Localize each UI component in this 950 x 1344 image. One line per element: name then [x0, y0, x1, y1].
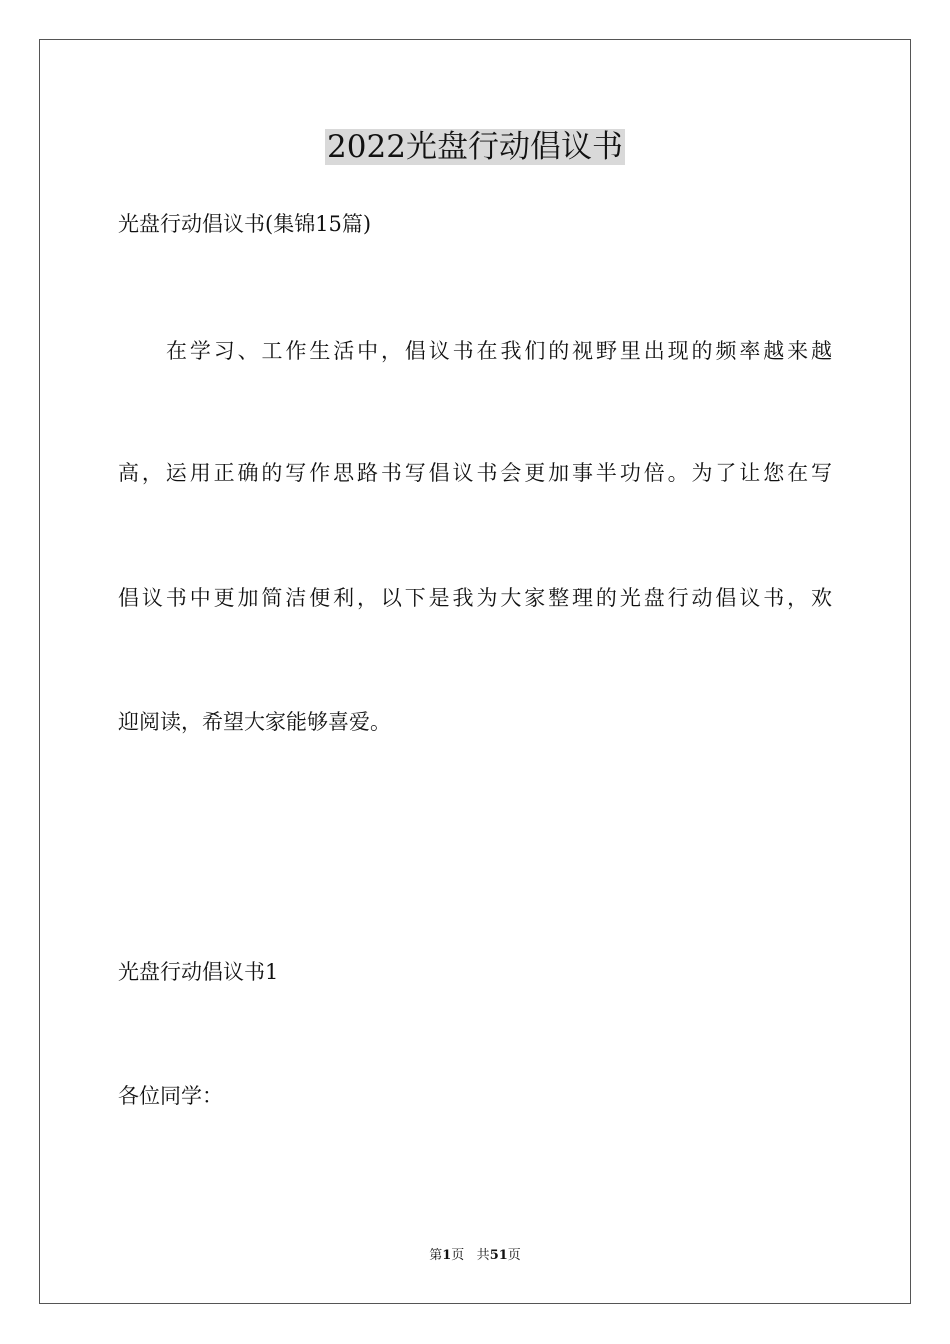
intro-line-4: 迎阅读，希望大家能够喜爱。	[118, 710, 391, 734]
subtitle: 光盘行动倡议书(集锦15篇)	[118, 212, 372, 236]
salutation: 各位同学：	[118, 1084, 223, 1108]
footer-page-number: 1	[442, 1248, 452, 1263]
footer-total-suffix: 页	[507, 1248, 521, 1263]
section-heading: 光盘行动倡议书1	[118, 960, 279, 984]
document-title	[0, 124, 950, 170]
footer-total-prefix: 共	[476, 1248, 490, 1263]
intro-line-3: 倡议书中更加简洁便利，以下是我为大家整理的光盘行动倡议书，欢	[118, 586, 832, 610]
footer-page-suffix: 页	[451, 1248, 465, 1263]
intro-line-2: 高，运用正确的写作思路书写倡议书会更加事半功倍。为了让您在写	[118, 461, 832, 485]
title-text: 2022光盘行动倡议书	[327, 129, 623, 165]
intro-line-1: 在学习、工作生活中，倡议书在我们的视野里出现的频率越来越	[166, 339, 832, 363]
footer-page-prefix: 第	[429, 1248, 443, 1263]
footer-total-pages: 51	[489, 1248, 508, 1263]
page-footer	[0, 1247, 950, 1265]
